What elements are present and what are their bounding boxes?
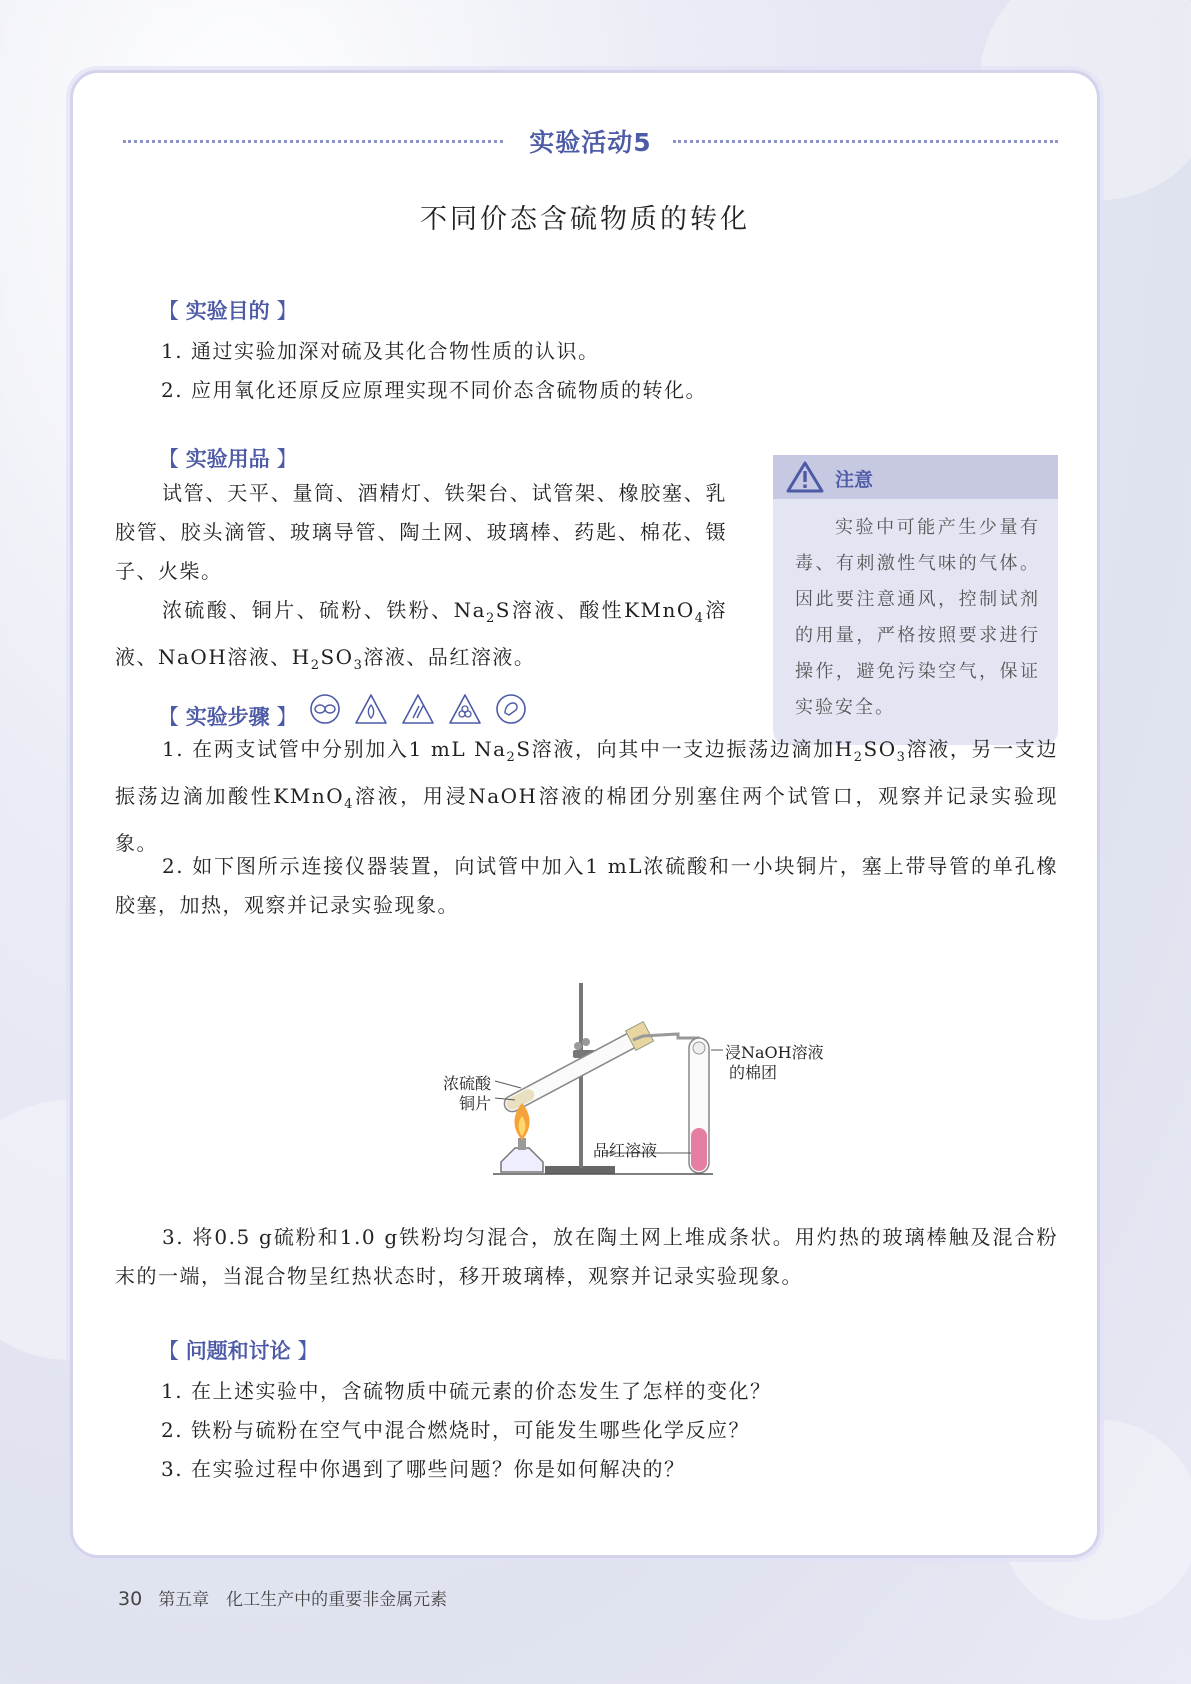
label-naoh-cotton-2: 的棉团	[729, 1063, 778, 1082]
warning-icon	[785, 460, 825, 494]
step-3: 3. 将0.5 g硫粉和1.0 g铁粉均匀混合，放在陶土网上堆成条状。用灼热的玻璃棒触及混合粉末的一端，当混合物呈红热状态时，移开玻璃棒，观察并记录实验现象。	[115, 1225, 1058, 1288]
discussion-item: 3. 在实验过程中你遇到了哪些问题？你是如何解决的？	[161, 1457, 686, 1481]
section-heading-discussion: 【 问题和讨论 】	[158, 1339, 319, 1363]
apparatus-drawing	[373, 978, 773, 1188]
toxic-warning-icon	[448, 693, 482, 725]
discussion-item: 2. 铁粉与硫粉在空气中混合燃烧时，可能发生哪些化学反应？	[161, 1418, 750, 1442]
flame-warning-icon	[354, 693, 388, 725]
section-heading-materials: 【 实验用品 】	[158, 447, 298, 471]
heat-warning-icon	[401, 693, 435, 725]
section-heading-steps: 【 实验步骤 】	[158, 705, 298, 729]
purpose-item: 2. 应用氧化还原反应原理实现不同价态含硫物质的转化。	[161, 378, 707, 402]
wash-hands-icon	[495, 693, 527, 725]
safety-icon-row	[309, 693, 535, 725]
activity-title: 实验活动5	[529, 128, 652, 157]
page-number: 30	[118, 1588, 143, 1610]
label-concentrated-acid: 浓硫酸	[443, 1074, 492, 1093]
materials-equipment: 试管、天平、量筒、酒精灯、铁架台、试管架、橡胶塞、乳胶管、胶头滴管、玻璃导管、陶土网、玻璃棒、药匙、棉花、镊子、火柴。	[115, 481, 727, 583]
step-1: 1. 在两支试管中分别加入1 mL $Na_2S$溶液，向其中一支边振荡边滴加$H_2SO_3$溶液，另一支边振荡边滴加酸性KMnO$_4$溶液，用浸NaOH溶液的棉团分别塞住两个试管口，观察并记录实验现象。	[115, 737, 1058, 855]
safety-note-text: 实验中可能产生少量有毒、有刺激性气味的气体。因此要注意通风，控制试剂的用量，严格按照要求进行操作，避免污染空气，保证实验安全。	[795, 517, 1040, 718]
safety-note	[773, 455, 1058, 745]
safety-note-header	[773, 455, 1058, 499]
step-2: 2. 如下图所示连接仪器装置，向试管中加入1 mL浓硫酸和一小块铜片，塞上带导管的单孔橡胶塞，加热，观察并记录实验现象。	[115, 854, 1058, 917]
chapter-title: 第五章 化工生产中的重要非金属元素	[158, 1590, 448, 1610]
page-title: 不同价态含硫物质的转化	[420, 204, 750, 235]
apparatus-diagram	[373, 978, 824, 1188]
label-copper: 铜片	[459, 1094, 492, 1113]
discussion-item: 1. 在上述实验中，含硫物质中硫元素的价态发生了怎样的变化？	[161, 1379, 772, 1403]
label-naoh-cotton-1: 浸NaOH溶液	[725, 1043, 824, 1062]
purpose-item: 1. 通过实验加深对硫及其化合物性质的认识。	[161, 339, 600, 363]
page-card	[70, 70, 1100, 1558]
safety-note-title: 注意	[835, 469, 874, 491]
materials-reagents: 浓硫酸、铜片、硫粉、铁粉、$Na_2S$溶液、酸性KMnO$_4$溶液、NaOH溶液、$H_2SO_3$溶液、品红溶液。	[115, 598, 727, 673]
section-heading-purpose: 【 实验目的 】	[158, 299, 298, 323]
goggles-icon	[309, 693, 341, 725]
label-pinkred-solution: 品红溶液	[593, 1141, 658, 1160]
page-footer	[118, 1585, 447, 1610]
activity-header	[123, 123, 1058, 159]
dotted-divider-right	[673, 140, 1058, 143]
